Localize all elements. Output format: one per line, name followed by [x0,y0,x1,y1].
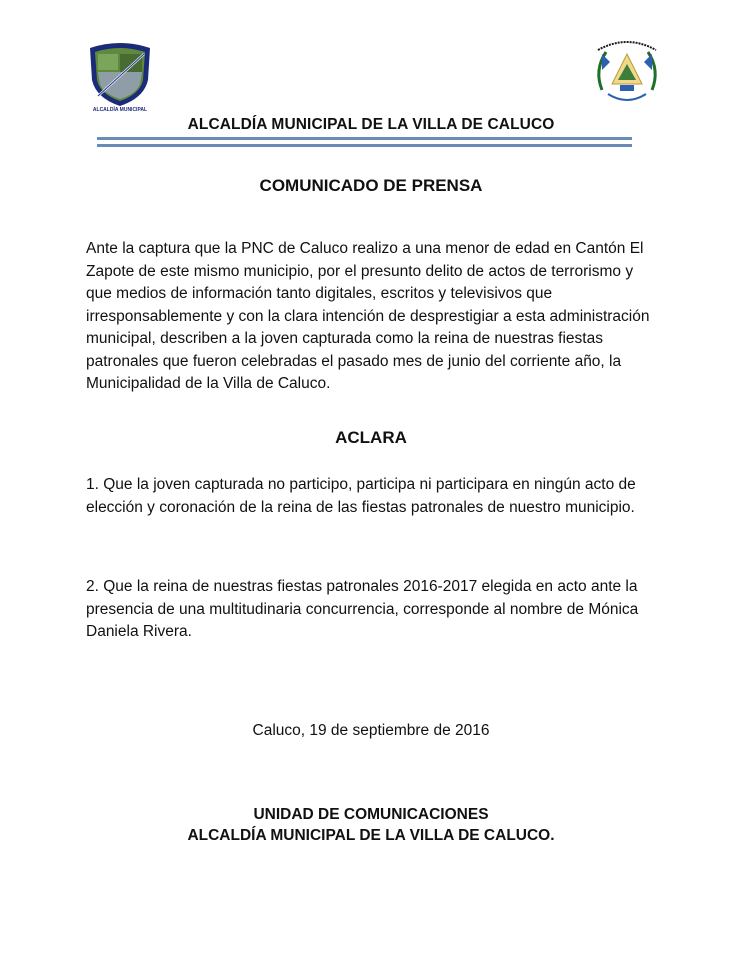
header-divider-top [97,137,632,140]
clarification-item-2: 2. Que la reina de nuestras fiestas patronales 2016-2017 elegida en acto ante la presencia de una multitudinaria concurrencia, corresponde al nombre de Mónica Daniela Rivera. [86,578,639,640]
clarification-item-1: 1. Que la joven capturada no participo, participa ni participara en ningún acto de elección y coronación de la reina de las fiestas patronales de nuestro municipio. [86,476,636,516]
intro-paragraph: Ante la captura que la PNC de Caluco realizo a una menor de edad en Cantón El Zapote de este mismo municipio, por el presunto delito de actos de terrorismo y que medios de información tanto digitales, escritos y televisivos que irresponsablemente y con la clara intención de desprestigiar a esta administración municipal, describen a la joven capturada como la reina de nuestras fiestas patronales que fueron celebradas el pasado mes de junio del corriente año, la Municipalidad de la Villa de Caluco. [86,240,650,392]
header-title: ALCALDÍA MUNICIPAL DE LA VILLA DE CALUCO [187,116,555,133]
header-divider-bottom [97,144,632,147]
signature-line-1: UNIDAD DE COMUNICACIONES [253,806,489,823]
svg-text:ALCALDÍA MUNICIPAL: ALCALDÍA MUNICIPAL [92,107,148,112]
municipal-shield-logo [86,40,154,112]
date-line: Caluco, 19 de septiembre de 2016 [252,722,490,739]
el-salvador-coat-of-arms-logo [588,40,666,108]
signature-line-2: ALCALDÍA MUNICIPAL DE LA VILLA DE CALUCO. [187,827,555,844]
document-title: COMUNICADO DE PRENSA [259,176,483,195]
section-heading: ACLARA [335,428,407,447]
